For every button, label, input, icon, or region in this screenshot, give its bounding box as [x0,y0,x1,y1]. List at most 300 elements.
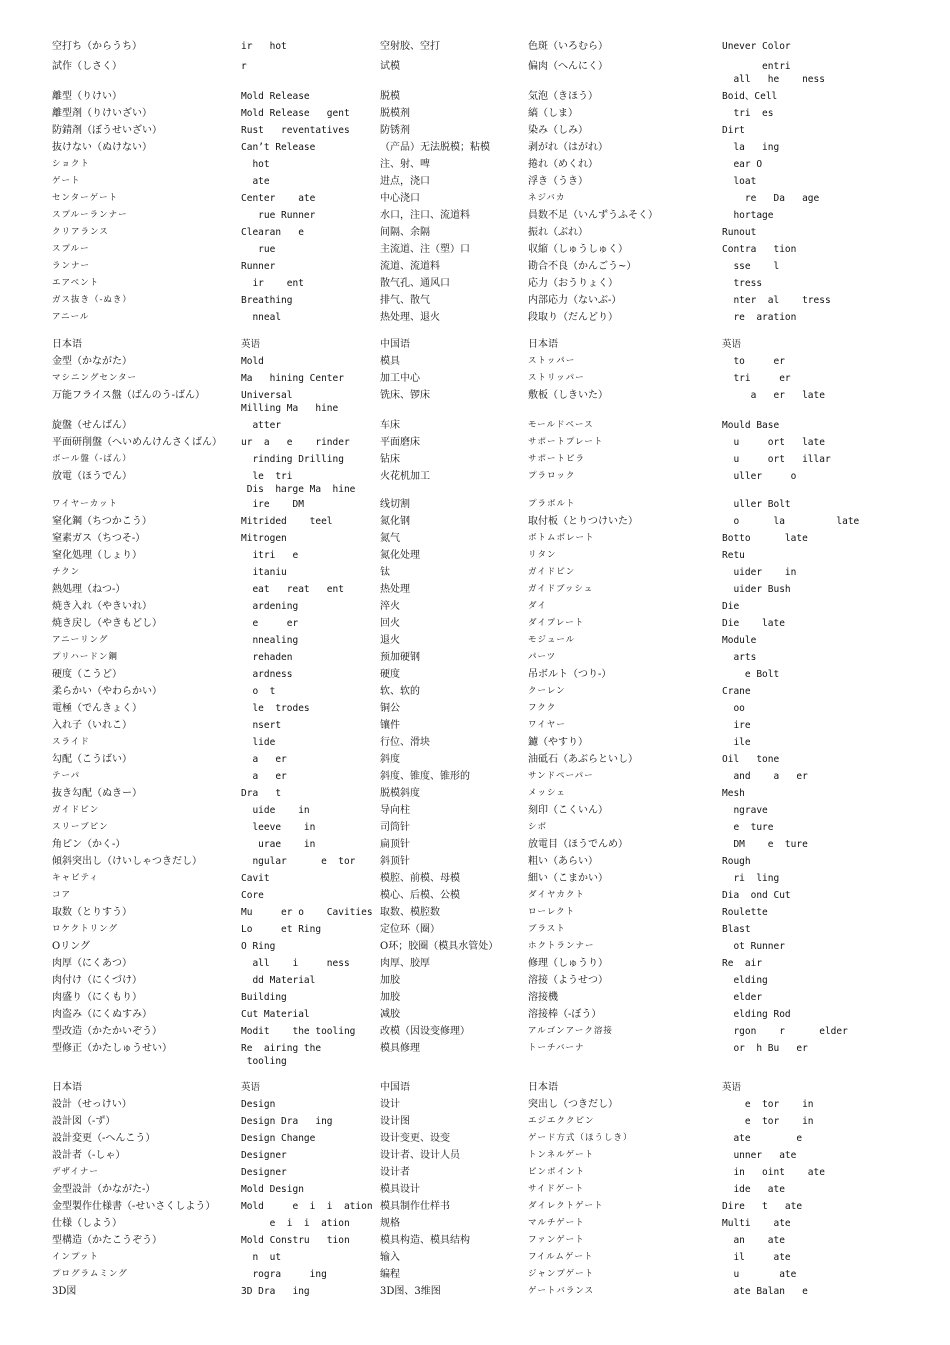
japanese-term: 離型剤（りけいざい） [52,108,152,119]
japanese-term: 電極（でんきょく） [52,703,142,714]
japanese-term: 熱処理（ねつ-） [52,584,126,595]
japanese-term: ガイドピン [52,805,100,815]
chinese-term: 试模 [380,61,400,72]
chinese-term: 扁顶针 [380,839,410,850]
table-row [0,1251,950,1268]
english-term-right: tri es [722,108,774,119]
chinese-term: 排气、散气 [380,295,430,306]
english-term-right: to er [722,356,785,367]
chinese-term: 设计 [380,1099,400,1110]
table-row [0,634,950,651]
japanese-term: 金型（かながた） [52,356,132,367]
english-term-right: in oint ate [722,1167,825,1178]
japanese-term-right: 粗い（あらい） [528,856,598,867]
japanese-term: 勾配（こうばい） [52,754,132,765]
english-term: rogra ing [241,1269,327,1280]
japanese-term: 金型製作仕様書（-せいさくしよう） [52,1201,216,1212]
english-term: rinding Drilling [241,454,344,465]
chinese-term: 导向柱 [380,805,410,816]
english-term-right: entri all he ness [733,61,825,85]
japanese-term: 取数（とりすう） [52,907,132,918]
header-row [0,1081,950,1098]
chinese-term: 中心浇口 [380,193,420,204]
english-term-right: Dirt [722,125,745,136]
english-term: uide in [241,805,310,816]
table-row [0,158,950,175]
table-row [0,685,950,702]
japanese-term-right: ゲートバランス [528,1286,595,1296]
japanese-term-right: 日本语 [528,339,558,350]
table-row [0,736,950,753]
english-term-right: la ing [722,142,780,153]
japanese-term: 試作（しさく） [52,61,122,72]
english-term-right: elder [722,992,763,1003]
japanese-term: ガス抜き（-ぬき） [52,295,132,305]
english-term-right: Unever Color [722,41,791,52]
japanese-term: 日本语 [52,339,82,350]
chinese-term: 氮化处理 [380,550,420,561]
japanese-term: 旋盤（せんばん） [52,420,132,431]
japanese-term: 肉付け（にくづけ） [52,975,142,986]
english-term: Dra t [241,788,282,799]
english-term: Design Dra ing [241,1116,333,1127]
chinese-term: 改模（因设变修理） [380,1026,470,1037]
english-term: ardening [241,601,299,612]
table-row [0,787,950,804]
english-term: Mold Release [241,91,310,102]
english-term: itaniu [241,567,287,578]
japanese-term: 入れ子（いれこ） [52,720,132,731]
japanese-term-right: 捲れ（めくれ） [528,159,598,170]
table-row [0,753,950,770]
english-term-right: DM e ture [722,839,808,850]
table-row [0,872,950,889]
english-term: a er [241,771,287,782]
table-row [0,804,950,821]
english-term-right: loat [722,176,757,187]
english-term-right: arts [722,652,757,663]
japanese-term: Oリング [52,941,90,952]
table-row [0,419,950,436]
english-term: Center ate [241,193,316,204]
table-row [0,889,950,906]
japanese-term-right: 振れ（ぶれ） [528,227,588,238]
english-term: o t [241,686,276,697]
chinese-term: 防锈剂 [380,125,410,136]
japanese-term: ショクト [52,159,90,169]
japanese-term: デザイナー [52,1167,99,1177]
table-row [0,260,950,277]
chinese-term: 模具修理 [380,1043,420,1054]
japanese-term: エアベント [52,278,100,288]
japanese-term-right: シボ [528,822,548,832]
japanese-term: 型構造（かたこうぞう） [52,1235,162,1246]
japanese-term-right: ダイプレート [528,618,585,628]
table-row [0,1268,950,1285]
japanese-term: 窒素ガス（ちつそ-） [52,533,146,544]
japanese-term: 窒化処理（しょり） [52,550,142,561]
table-row [0,991,950,1008]
english-term-right: Retu [722,550,745,561]
english-term: dd Material [241,975,316,986]
english-term: ardness [241,669,293,680]
japanese-term-right: クーレン [528,686,566,696]
chinese-term: 斜顶针 [380,856,410,867]
chinese-term: 软、软的 [380,686,420,697]
japanese-term: 焼き戻し（やきもどし） [52,618,162,629]
header-row [0,338,950,355]
table-row [0,175,950,192]
japanese-term-right: 浮き（うき） [528,176,588,187]
english-term: e i i ation [241,1218,350,1229]
english-term-right: ile [722,737,751,748]
japanese-term: コア [52,890,72,900]
english-term-right: nter al tress [722,295,831,306]
english-term-right: hortage [722,210,774,221]
japanese-term-right: トーチバーナ [528,1043,585,1053]
japanese-term: ロケクトリング [52,924,118,934]
japanese-term-right: ピンポイント [528,1167,586,1177]
japanese-term-right: 取付板（とりつけいた） [528,516,638,527]
japanese-term-right: ストッパー [528,356,576,366]
table-row [0,1234,950,1251]
english-term-right: a er late [722,390,825,401]
english-term-right: elding Rod [722,1009,791,1020]
chinese-term: 中国语 [380,1082,410,1093]
japanese-term: 空打ち（からうち） [52,41,142,52]
english-term-right: Oil tone [722,754,780,765]
chinese-term: 设计变更、设变 [380,1133,450,1144]
japanese-term-right: 修理（しゅうり） [528,958,608,969]
english-term-right: e ture [722,822,774,833]
english-term: Universal Milling Ma hine [241,390,339,414]
japanese-term-right: サンドペーパー [528,771,594,781]
table-row [0,372,950,389]
table-row [0,838,950,855]
japanese-term: 焼き入れ（やきいれ） [52,601,152,612]
japanese-term: 設計（せっけい） [52,1099,132,1110]
japanese-term: ボール盤（-ばん） [52,454,132,464]
japanese-term-right: アルゴンアーク溶接 [528,1026,613,1036]
english-term-right: uider in [722,567,797,578]
chinese-term: 车床 [380,420,400,431]
chinese-term: 取数、模腔数 [380,907,440,918]
japanese-term-right: ワイヤー [528,720,566,730]
chinese-term: 镶件 [380,720,400,731]
english-term-right: Dia ond Cut [722,890,791,901]
english-term: Clearan e [241,227,304,238]
english-term: Mold Constru tion [241,1235,350,1246]
japanese-term-right: 員数不足（いんずうふそく） [528,210,658,221]
english-term-right: ate e [722,1133,803,1144]
table-row [0,436,950,453]
japanese-term-right: トンネルゲート [528,1150,595,1160]
chinese-term: 编程 [380,1269,400,1280]
english-term-right: ire [722,720,751,731]
english-term-right: u ort late [722,437,825,448]
table-row [0,617,950,634]
japanese-term-right: パーツ [528,652,557,662]
table-row [0,566,950,583]
english-term-right: elding [722,975,768,986]
chinese-term: 铣床、锣床 [380,390,430,401]
english-term: rehaden [241,652,293,663]
english-term: Can’t Release [241,142,316,153]
english-term-right: Mesh [722,788,745,799]
japanese-term: ゲート [52,176,81,186]
chinese-term: 输入 [380,1252,400,1263]
table-row [0,821,950,838]
english-term-right: ri ling [722,873,780,884]
table-row [0,651,950,668]
chinese-term: 间隔、余隔 [380,227,430,238]
japanese-term-right: ネジバカ [528,193,566,203]
chinese-term: 模具 [380,356,400,367]
english-term-right: an ate [722,1235,785,1246]
japanese-term: 型改造（かたかいぞう） [52,1026,162,1037]
chinese-term: 钻床 [380,454,400,465]
english-term: Mu er o Cavities [241,907,373,918]
table-row [0,498,950,515]
english-term-right: rgon r elder [722,1026,848,1037]
english-term: n ut [241,1252,282,1263]
english-term: nnealing [241,635,299,646]
table-row [0,1008,950,1025]
japanese-term-right: 溶接（ようせつ） [528,975,608,986]
japanese-term-right: 敷板（しきいた） [528,390,608,401]
japanese-term-right: 油砥石（あぶらといし） [528,754,638,765]
japanese-term-right: フクク [528,703,557,713]
japanese-term-right: 色斑（いろむら） [528,41,608,52]
japanese-term-right: 応力（おうりょく） [528,278,618,289]
chinese-term: 减胶 [380,1009,400,1020]
english-term: ate [241,176,270,187]
english-term-right: Module [722,635,757,646]
english-term: leeve in [241,822,316,833]
chinese-term: 模腔、前模、母模 [380,873,460,884]
table-row [0,974,950,991]
japanese-term-right: ローレクト [528,907,576,917]
chinese-term: 斜度 [380,754,400,765]
japanese-term: キャビティ [52,873,99,883]
japanese-term-right: ブラスト [528,924,566,934]
english-term: Cut Material [241,1009,310,1020]
japanese-term-right: 突出し（つきだし） [528,1099,618,1110]
japanese-term-right: 内部応力（ないぶ-） [528,295,622,306]
english-term: 英语 [241,339,261,350]
japanese-term-right: ストリッパー [528,373,585,383]
english-term-right: Runout [722,227,757,238]
table-row [0,470,950,498]
english-term: urae in [241,839,316,850]
english-term-right: uider Bush [722,584,791,595]
japanese-term: 設計者（-しゃ） [52,1150,126,1161]
english-term: Mold Design [241,1184,304,1195]
english-term: O Ring [241,941,276,952]
english-term: ir ent [241,278,304,289]
english-term-right: 英语 [722,339,742,350]
chinese-term: 肉厚、胶厚 [380,958,430,969]
english-term-right: ear O [722,159,763,170]
chinese-term: 加胶 [380,992,400,1003]
english-term-right: il ate [722,1252,791,1263]
chinese-term: 规格 [380,1218,400,1229]
table-row [0,1132,950,1149]
chinese-term: 硬度 [380,669,400,680]
japanese-term-right: リタン [528,550,557,560]
english-term: nsert [241,720,282,731]
japanese-term: 設計図（-ず） [52,1116,116,1127]
table-row [0,1166,950,1183]
english-term-right: o la late [722,516,860,527]
chinese-term: 水口，注口、流道料 [380,210,470,221]
chinese-term: 流道、流道料 [380,261,440,272]
chinese-term: 脱模 [380,91,400,102]
table-row [0,532,950,549]
chinese-term: 定位环（圈） [380,924,440,935]
chinese-term: 钛 [380,567,390,578]
table-row [0,311,950,328]
table-row [0,192,950,209]
english-term: Designer [241,1150,287,1161]
english-term-right: Boid、Cell [722,91,778,102]
chinese-term: 3D图、3维图 [380,1286,441,1297]
table-row [0,1183,950,1200]
chinese-term: 淬火 [380,601,400,612]
english-term: 3D Dra ing [241,1286,310,1297]
table-row [0,702,950,719]
english-term: 英语 [241,1082,261,1093]
english-term-right: Blast [722,924,751,935]
table-row [0,906,950,923]
japanese-term-right: モジュール [528,635,576,645]
english-term: Design Change [241,1133,316,1144]
table-row [0,90,950,107]
english-term-right: sse l [722,261,780,272]
japanese-term: 肉盛り（にくもり） [52,992,142,1003]
english-term-right: Crane [722,686,751,697]
table-row [0,40,950,60]
japanese-term: スプルーランナー [52,210,128,220]
japanese-term: 万能フライス盤（ばんのう-ばん） [52,390,205,401]
english-term: ir hot [241,41,287,52]
japanese-term-right: 溶接機 [528,992,558,1003]
english-term-right: oo [722,703,745,714]
chinese-term: 铜公 [380,703,400,714]
english-term-right: Dire t ate [722,1201,803,1212]
english-term: Mitrogen [241,533,287,544]
chinese-term: 空射胶、空打 [380,41,440,52]
japanese-term-right: ボトムボレート [528,533,595,543]
english-term: Designer [241,1167,287,1178]
english-term: all i ness [241,958,350,969]
english-term-right: ngrave [722,805,768,816]
table-row [0,1115,950,1132]
japanese-term-right: 縞（しま） [528,108,578,119]
japanese-term-right: サポートピラ [528,454,586,464]
english-term: Runner [241,261,276,272]
english-term-right: Die late [722,618,785,629]
english-term-right: ot Runner [722,941,785,952]
english-term: a er [241,754,287,765]
english-term-right: re aration [722,312,797,323]
table-row [0,226,950,243]
japanese-term-right: 日本语 [528,1082,558,1093]
chinese-term: 进点，浇口 [380,176,430,187]
japanese-term-right: 染み（しみ） [528,125,588,136]
japanese-term-right: サポートプレート [528,437,604,447]
english-term: Building [241,992,287,1003]
table-row [0,719,950,736]
japanese-term: プログラムミング [52,1269,128,1279]
table-row [0,1217,950,1234]
english-term: itri e [241,550,299,561]
english-term: Breathing [241,295,293,306]
japanese-term: 金型設計（かながた-） [52,1184,156,1195]
table-row [0,1098,950,1115]
japanese-term-right: 偏肉（へんにく） [528,61,608,72]
japanese-term-right: サイドゲート [528,1184,585,1194]
english-term: le trodes [241,703,310,714]
english-term-right: unner ate [722,1150,797,1161]
english-term-right: Multi ate [722,1218,791,1229]
chinese-term: 斜度、锥度、锥形的 [380,771,470,782]
english-term: eat reat ent [241,584,344,595]
japanese-term: インプット [52,1252,99,1262]
english-term: Mold [241,356,264,367]
chinese-term: 预加硬钢 [380,652,420,663]
chinese-term: 退火 [380,635,400,646]
japanese-term: アニーリング [52,635,109,645]
japanese-term: センターゲート [52,193,119,203]
english-term-right: re Da age [722,193,820,204]
english-term-right: u ort illar [722,454,831,465]
japanese-term: 型修正（かたしゅうせい） [52,1043,172,1054]
english-term-right: Botto late [722,533,808,544]
english-term-right: tress [722,278,763,289]
chinese-term: 模具构造、模具结构 [380,1235,470,1246]
japanese-term-right: モールドベース [528,420,594,430]
chinese-term: 设计者 [380,1167,410,1178]
english-term: Mold Release gent [241,108,350,119]
chinese-term: 中国语 [380,339,410,350]
chinese-term: 注、射、啤 [380,159,430,170]
table-row [0,549,950,566]
chinese-term: 主流道、注（塑）口 [380,244,470,255]
english-term: Core [241,890,264,901]
japanese-term-right: 気泡（きほう） [528,91,598,102]
japanese-term-right: プラロック [528,471,576,481]
table-row [0,770,950,787]
table-row [0,124,950,141]
japanese-term: 離型（りけい） [52,91,122,102]
english-term-right: Contra tion [722,244,797,255]
japanese-term-right: エジエククピン [528,1116,595,1126]
japanese-term: クリアランス [52,227,109,237]
english-term-right: e tor in [722,1099,814,1110]
japanese-term: 防錆剤（ぼうせいざい） [52,125,162,136]
english-term-right: ate Balan e [722,1286,808,1297]
english-term: rue [241,244,276,255]
english-term: atter [241,420,282,431]
table-row [0,1285,950,1302]
chinese-term: 设计者、设计人员 [380,1150,460,1161]
english-term: Lo et Ring [241,924,322,935]
japanese-term: 平面研削盤（へいめんけんさくばん） [52,437,222,448]
english-term: ur a e rinder [241,437,350,448]
english-term: rue Runner [241,210,316,221]
english-term-right: Die [722,601,740,612]
